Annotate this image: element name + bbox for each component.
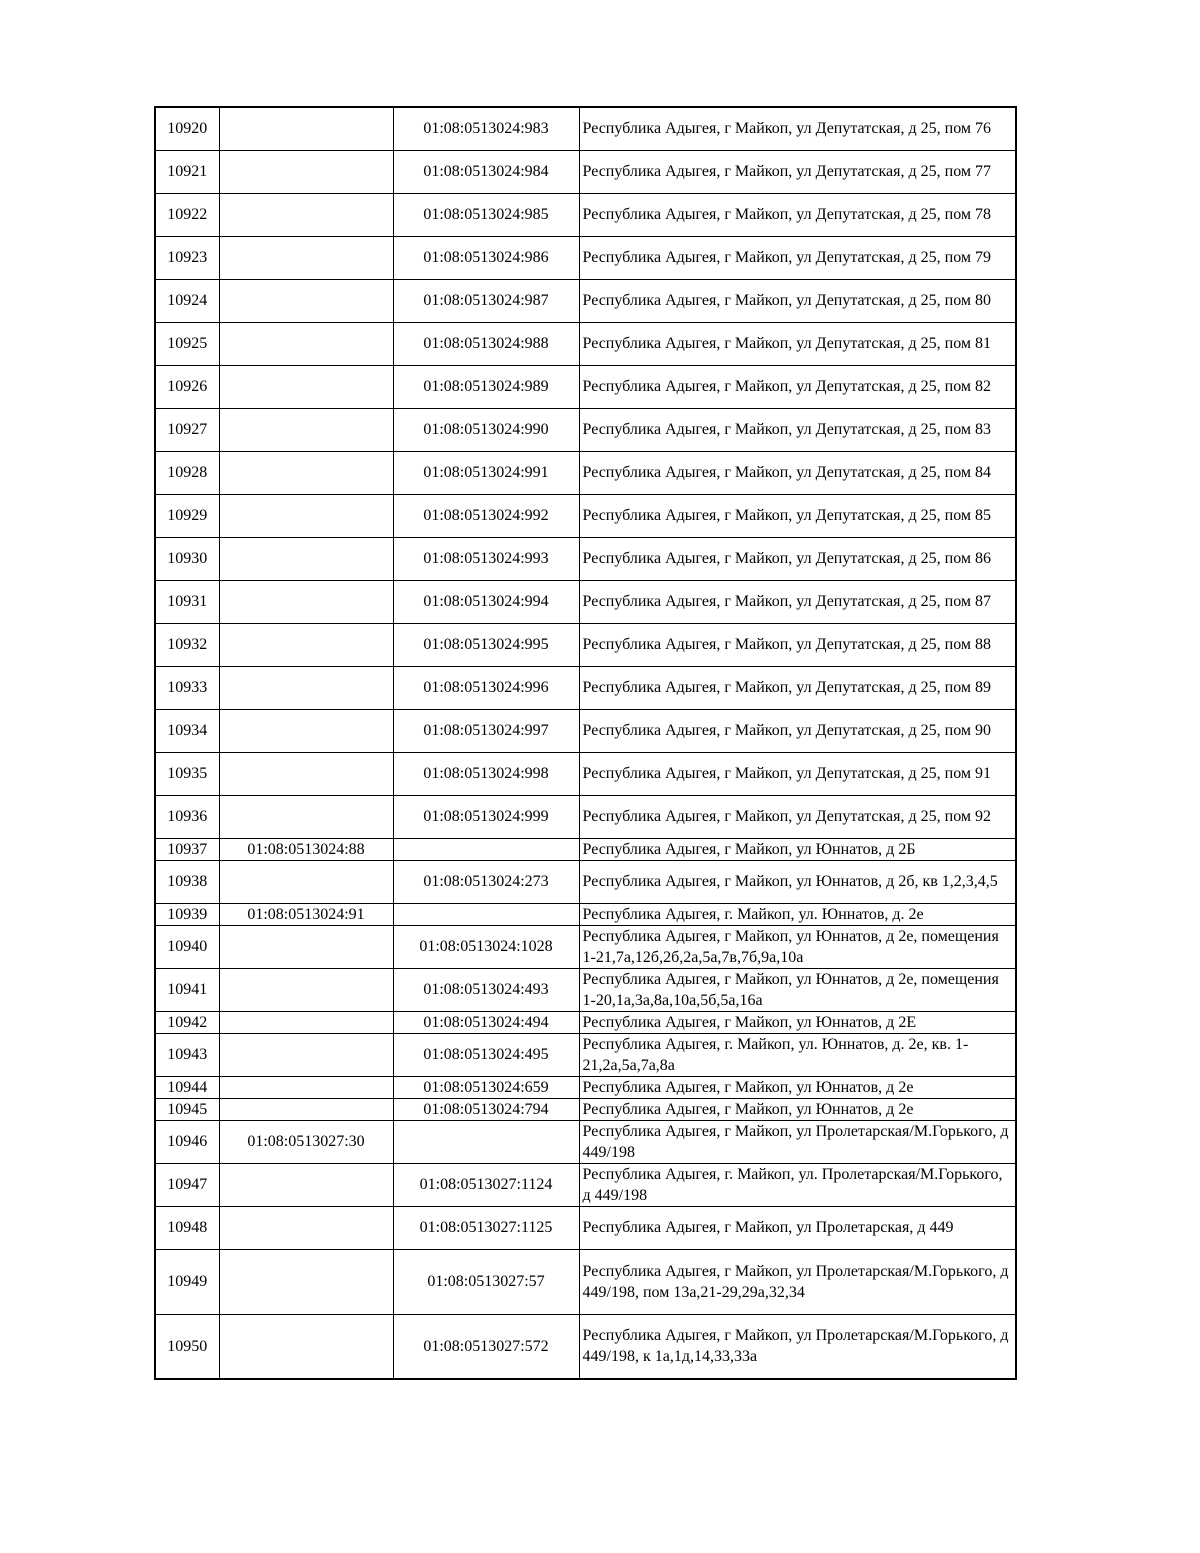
address-cell: Республика Адыгея, г Майкоп, ул Пролетарская/М.Горького, д 449/198, к 1а,1д,14,33,33а xyxy=(579,1314,1016,1379)
land-cadastral-number-cell xyxy=(219,1314,393,1379)
table-row xyxy=(155,752,1016,795)
address-cell: Республика Адыгея, г Майкоп, ул Депутатская, д 25, пом 82 xyxy=(579,365,1016,408)
row-number-cell: 10932 xyxy=(155,623,219,666)
object-cadastral-number-cell: 01:08:0513024:495 xyxy=(393,1033,579,1076)
table-row xyxy=(155,193,1016,236)
row-number-cell: 10928 xyxy=(155,451,219,494)
row-number-cell: 10939 xyxy=(155,903,219,925)
land-cadastral-number-cell xyxy=(219,494,393,537)
land-cadastral-number-cell: 01:08:0513027:30 xyxy=(219,1120,393,1163)
land-cadastral-number-cell xyxy=(219,709,393,752)
row-number-cell: 10931 xyxy=(155,580,219,623)
land-cadastral-number-cell xyxy=(219,795,393,838)
row-number-cell: 10934 xyxy=(155,709,219,752)
table-row xyxy=(155,322,1016,365)
table-row xyxy=(155,860,1016,903)
address-cell: Республика Адыгея, г Майкоп, ул Юннатов, д 2е xyxy=(579,1076,1016,1098)
table-row xyxy=(155,623,1016,666)
land-cadastral-number-cell xyxy=(219,1163,393,1206)
row-number-cell: 10935 xyxy=(155,752,219,795)
object-cadastral-number-cell: 01:08:0513024:993 xyxy=(393,537,579,580)
table-row xyxy=(155,925,1016,968)
land-cadastral-number-cell xyxy=(219,537,393,580)
land-cadastral-number-cell xyxy=(219,236,393,279)
object-cadastral-number-cell: 01:08:0513024:989 xyxy=(393,365,579,408)
object-cadastral-number-cell: 01:08:0513024:987 xyxy=(393,279,579,322)
row-number-cell: 10927 xyxy=(155,408,219,451)
object-cadastral-number-cell: 01:08:0513024:991 xyxy=(393,451,579,494)
row-number-cell: 10946 xyxy=(155,1120,219,1163)
row-number-cell: 10923 xyxy=(155,236,219,279)
table-row xyxy=(155,666,1016,709)
object-cadastral-number-cell: 01:08:0513024:996 xyxy=(393,666,579,709)
table-row xyxy=(155,279,1016,322)
table-row xyxy=(155,1249,1016,1314)
land-cadastral-number-cell xyxy=(219,1206,393,1249)
registry-table xyxy=(154,106,1017,1380)
address-cell: Республика Адыгея, г Майкоп, ул Юннатов, д 2б, кв 1,2,3,4,5 xyxy=(579,860,1016,903)
land-cadastral-number-cell xyxy=(219,322,393,365)
row-number-cell: 10945 xyxy=(155,1098,219,1120)
table-row xyxy=(155,150,1016,193)
address-cell: Республика Адыгея, г. Майкоп, ул. Пролетарская/М.Горького, д 449/198 xyxy=(579,1163,1016,1206)
land-cadastral-number-cell xyxy=(219,1249,393,1314)
row-number-cell: 10941 xyxy=(155,968,219,1011)
land-cadastral-number-cell xyxy=(219,451,393,494)
land-cadastral-number-cell xyxy=(219,408,393,451)
table-row xyxy=(155,494,1016,537)
address-cell: Республика Адыгея, г Майкоп, ул Депутатская, д 25, пом 78 xyxy=(579,193,1016,236)
object-cadastral-number-cell: 01:08:0513024:794 xyxy=(393,1098,579,1120)
row-number-cell: 10942 xyxy=(155,1011,219,1033)
row-number-cell: 10926 xyxy=(155,365,219,408)
object-cadastral-number-cell xyxy=(393,1120,579,1163)
address-cell: Республика Адыгея, г. Майкоп, ул. Юннатов, д. 2е, кв. 1-21,2а,5а,7а,8а xyxy=(579,1033,1016,1076)
table-row xyxy=(155,838,1016,860)
object-cadastral-number-cell: 01:08:0513024:493 xyxy=(393,968,579,1011)
address-cell: Республика Адыгея, г Майкоп, ул Депутатская, д 25, пом 87 xyxy=(579,580,1016,623)
row-number-cell: 10936 xyxy=(155,795,219,838)
object-cadastral-number-cell: 01:08:0513024:985 xyxy=(393,193,579,236)
table-row xyxy=(155,580,1016,623)
object-cadastral-number-cell: 01:08:0513024:997 xyxy=(393,709,579,752)
table-row xyxy=(155,1098,1016,1120)
address-cell: Республика Адыгея, г Майкоп, ул Пролетарская/М.Горького, д 449/198, пом 13а,21-29,29а,32,34 xyxy=(579,1249,1016,1314)
address-cell: Республика Адыгея, г Майкоп, ул Депутатская, д 25, пом 86 xyxy=(579,537,1016,580)
land-cadastral-number-cell xyxy=(219,1098,393,1120)
row-number-cell: 10950 xyxy=(155,1314,219,1379)
row-number-cell: 10929 xyxy=(155,494,219,537)
address-cell: Республика Адыгея, г Майкоп, ул Депутатская, д 25, пом 83 xyxy=(579,408,1016,451)
land-cadastral-number-cell xyxy=(219,623,393,666)
object-cadastral-number-cell: 01:08:0513024:990 xyxy=(393,408,579,451)
address-cell: Республика Адыгея, г Майкоп, ул Юннатов, д 2е xyxy=(579,1098,1016,1120)
object-cadastral-number-cell: 01:08:0513024:995 xyxy=(393,623,579,666)
row-number-cell: 10921 xyxy=(155,150,219,193)
row-number-cell: 10944 xyxy=(155,1076,219,1098)
address-cell: Республика Адыгея, г Майкоп, ул Юннатов, д 2е, помещения 1-20,1а,3а,8а,10а,5б,5а,16а xyxy=(579,968,1016,1011)
land-cadastral-number-cell xyxy=(219,666,393,709)
row-number-cell: 10943 xyxy=(155,1033,219,1076)
row-number-cell: 10937 xyxy=(155,838,219,860)
address-cell: Республика Адыгея, г Майкоп, ул Депутатская, д 25, пом 92 xyxy=(579,795,1016,838)
object-cadastral-number-cell: 01:08:0513024:994 xyxy=(393,580,579,623)
land-cadastral-number-cell xyxy=(219,1076,393,1098)
table-row xyxy=(155,107,1016,150)
table-row xyxy=(155,537,1016,580)
object-cadastral-number-cell: 01:08:0513027:57 xyxy=(393,1249,579,1314)
address-cell: Республика Адыгея, г Майкоп, ул Юннатов, д 2Б xyxy=(579,838,1016,860)
address-cell: Республика Адыгея, г Майкоп, ул Депутатская, д 25, пом 88 xyxy=(579,623,1016,666)
address-cell: Республика Адыгея, г Майкоп, ул Депутатская, д 25, пом 76 xyxy=(579,107,1016,150)
address-cell: Республика Адыгея, г Майкоп, ул Депутатская, д 25, пом 77 xyxy=(579,150,1016,193)
row-number-cell: 10938 xyxy=(155,860,219,903)
table-row xyxy=(155,968,1016,1011)
table-row xyxy=(155,1120,1016,1163)
object-cadastral-number-cell: 01:08:0513024:988 xyxy=(393,322,579,365)
address-cell: Республика Адыгея, г Майкоп, ул Депутатская, д 25, пом 89 xyxy=(579,666,1016,709)
row-number-cell: 10925 xyxy=(155,322,219,365)
object-cadastral-number-cell: 01:08:0513027:1124 xyxy=(393,1163,579,1206)
table-row xyxy=(155,408,1016,451)
land-cadastral-number-cell: 01:08:0513024:91 xyxy=(219,903,393,925)
row-number-cell: 10947 xyxy=(155,1163,219,1206)
land-cadastral-number-cell xyxy=(219,925,393,968)
address-cell: Республика Адыгея, г Майкоп, ул Депутатская, д 25, пом 81 xyxy=(579,322,1016,365)
address-cell: Республика Адыгея, г Майкоп, ул Депутатская, д 25, пом 90 xyxy=(579,709,1016,752)
land-cadastral-number-cell xyxy=(219,365,393,408)
object-cadastral-number-cell: 01:08:0513027:572 xyxy=(393,1314,579,1379)
address-cell: Республика Адыгея, г Майкоп, ул Пролетарская/М.Горького, д 449/198 xyxy=(579,1120,1016,1163)
land-cadastral-number-cell xyxy=(219,279,393,322)
table-row xyxy=(155,1033,1016,1076)
address-cell: Республика Адыгея, г Майкоп, ул Депутатская, д 25, пом 84 xyxy=(579,451,1016,494)
row-number-cell: 10930 xyxy=(155,537,219,580)
table-row xyxy=(155,709,1016,752)
address-cell: Республика Адыгея, г Майкоп, ул Юннатов, д 2Е xyxy=(579,1011,1016,1033)
row-number-cell: 10924 xyxy=(155,279,219,322)
object-cadastral-number-cell: 01:08:0513024:1028 xyxy=(393,925,579,968)
table-row xyxy=(155,795,1016,838)
object-cadastral-number-cell: 01:08:0513024:999 xyxy=(393,795,579,838)
address-cell: Республика Адыгея, г Майкоп, ул Депутатская, д 25, пом 85 xyxy=(579,494,1016,537)
object-cadastral-number-cell: 01:08:0513024:659 xyxy=(393,1076,579,1098)
object-cadastral-number-cell: 01:08:0513024:992 xyxy=(393,494,579,537)
object-cadastral-number-cell: 01:08:0513024:273 xyxy=(393,860,579,903)
address-cell: Республика Адыгея, г Майкоп, ул Депутатская, д 25, пом 80 xyxy=(579,279,1016,322)
land-cadastral-number-cell xyxy=(219,150,393,193)
object-cadastral-number-cell: 01:08:0513024:986 xyxy=(393,236,579,279)
table-row xyxy=(155,1076,1016,1098)
row-number-cell: 10920 xyxy=(155,107,219,150)
land-cadastral-number-cell: 01:08:0513024:88 xyxy=(219,838,393,860)
object-cadastral-number-cell: 01:08:0513027:1125 xyxy=(393,1206,579,1249)
row-number-cell: 10948 xyxy=(155,1206,219,1249)
table-row xyxy=(155,1314,1016,1379)
address-cell: Республика Адыгея, г. Майкоп, ул. Юннатов, д. 2е xyxy=(579,903,1016,925)
table-row xyxy=(155,1163,1016,1206)
land-cadastral-number-cell xyxy=(219,752,393,795)
object-cadastral-number-cell: 01:08:0513024:494 xyxy=(393,1011,579,1033)
object-cadastral-number-cell xyxy=(393,838,579,860)
land-cadastral-number-cell xyxy=(219,580,393,623)
row-number-cell: 10940 xyxy=(155,925,219,968)
table-row xyxy=(155,236,1016,279)
row-number-cell: 10949 xyxy=(155,1249,219,1314)
object-cadastral-number-cell: 01:08:0513024:984 xyxy=(393,150,579,193)
table-row xyxy=(155,903,1016,925)
land-cadastral-number-cell xyxy=(219,107,393,150)
address-cell: Республика Адыгея, г Майкоп, ул Депутатская, д 25, пом 91 xyxy=(579,752,1016,795)
table-row xyxy=(155,451,1016,494)
table-row xyxy=(155,1206,1016,1249)
row-number-cell: 10922 xyxy=(155,193,219,236)
row-number-cell: 10933 xyxy=(155,666,219,709)
land-cadastral-number-cell xyxy=(219,860,393,903)
land-cadastral-number-cell xyxy=(219,968,393,1011)
object-cadastral-number-cell xyxy=(393,903,579,925)
land-cadastral-number-cell xyxy=(219,1033,393,1076)
land-cadastral-number-cell xyxy=(219,193,393,236)
table-row xyxy=(155,1011,1016,1033)
address-cell: Республика Адыгея, г Майкоп, ул Пролетарская, д 449 xyxy=(579,1206,1016,1249)
object-cadastral-number-cell: 01:08:0513024:983 xyxy=(393,107,579,150)
address-cell: Республика Адыгея, г Майкоп, ул Юннатов, д 2е, помещения 1-21,7а,12б,2б,2а,5а,7в,7б,9а,10а xyxy=(579,925,1016,968)
address-cell: Республика Адыгея, г Майкоп, ул Депутатская, д 25, пом 79 xyxy=(579,236,1016,279)
land-cadastral-number-cell xyxy=(219,1011,393,1033)
registry-table-body xyxy=(155,107,1016,1379)
table-row xyxy=(155,365,1016,408)
object-cadastral-number-cell: 01:08:0513024:998 xyxy=(393,752,579,795)
